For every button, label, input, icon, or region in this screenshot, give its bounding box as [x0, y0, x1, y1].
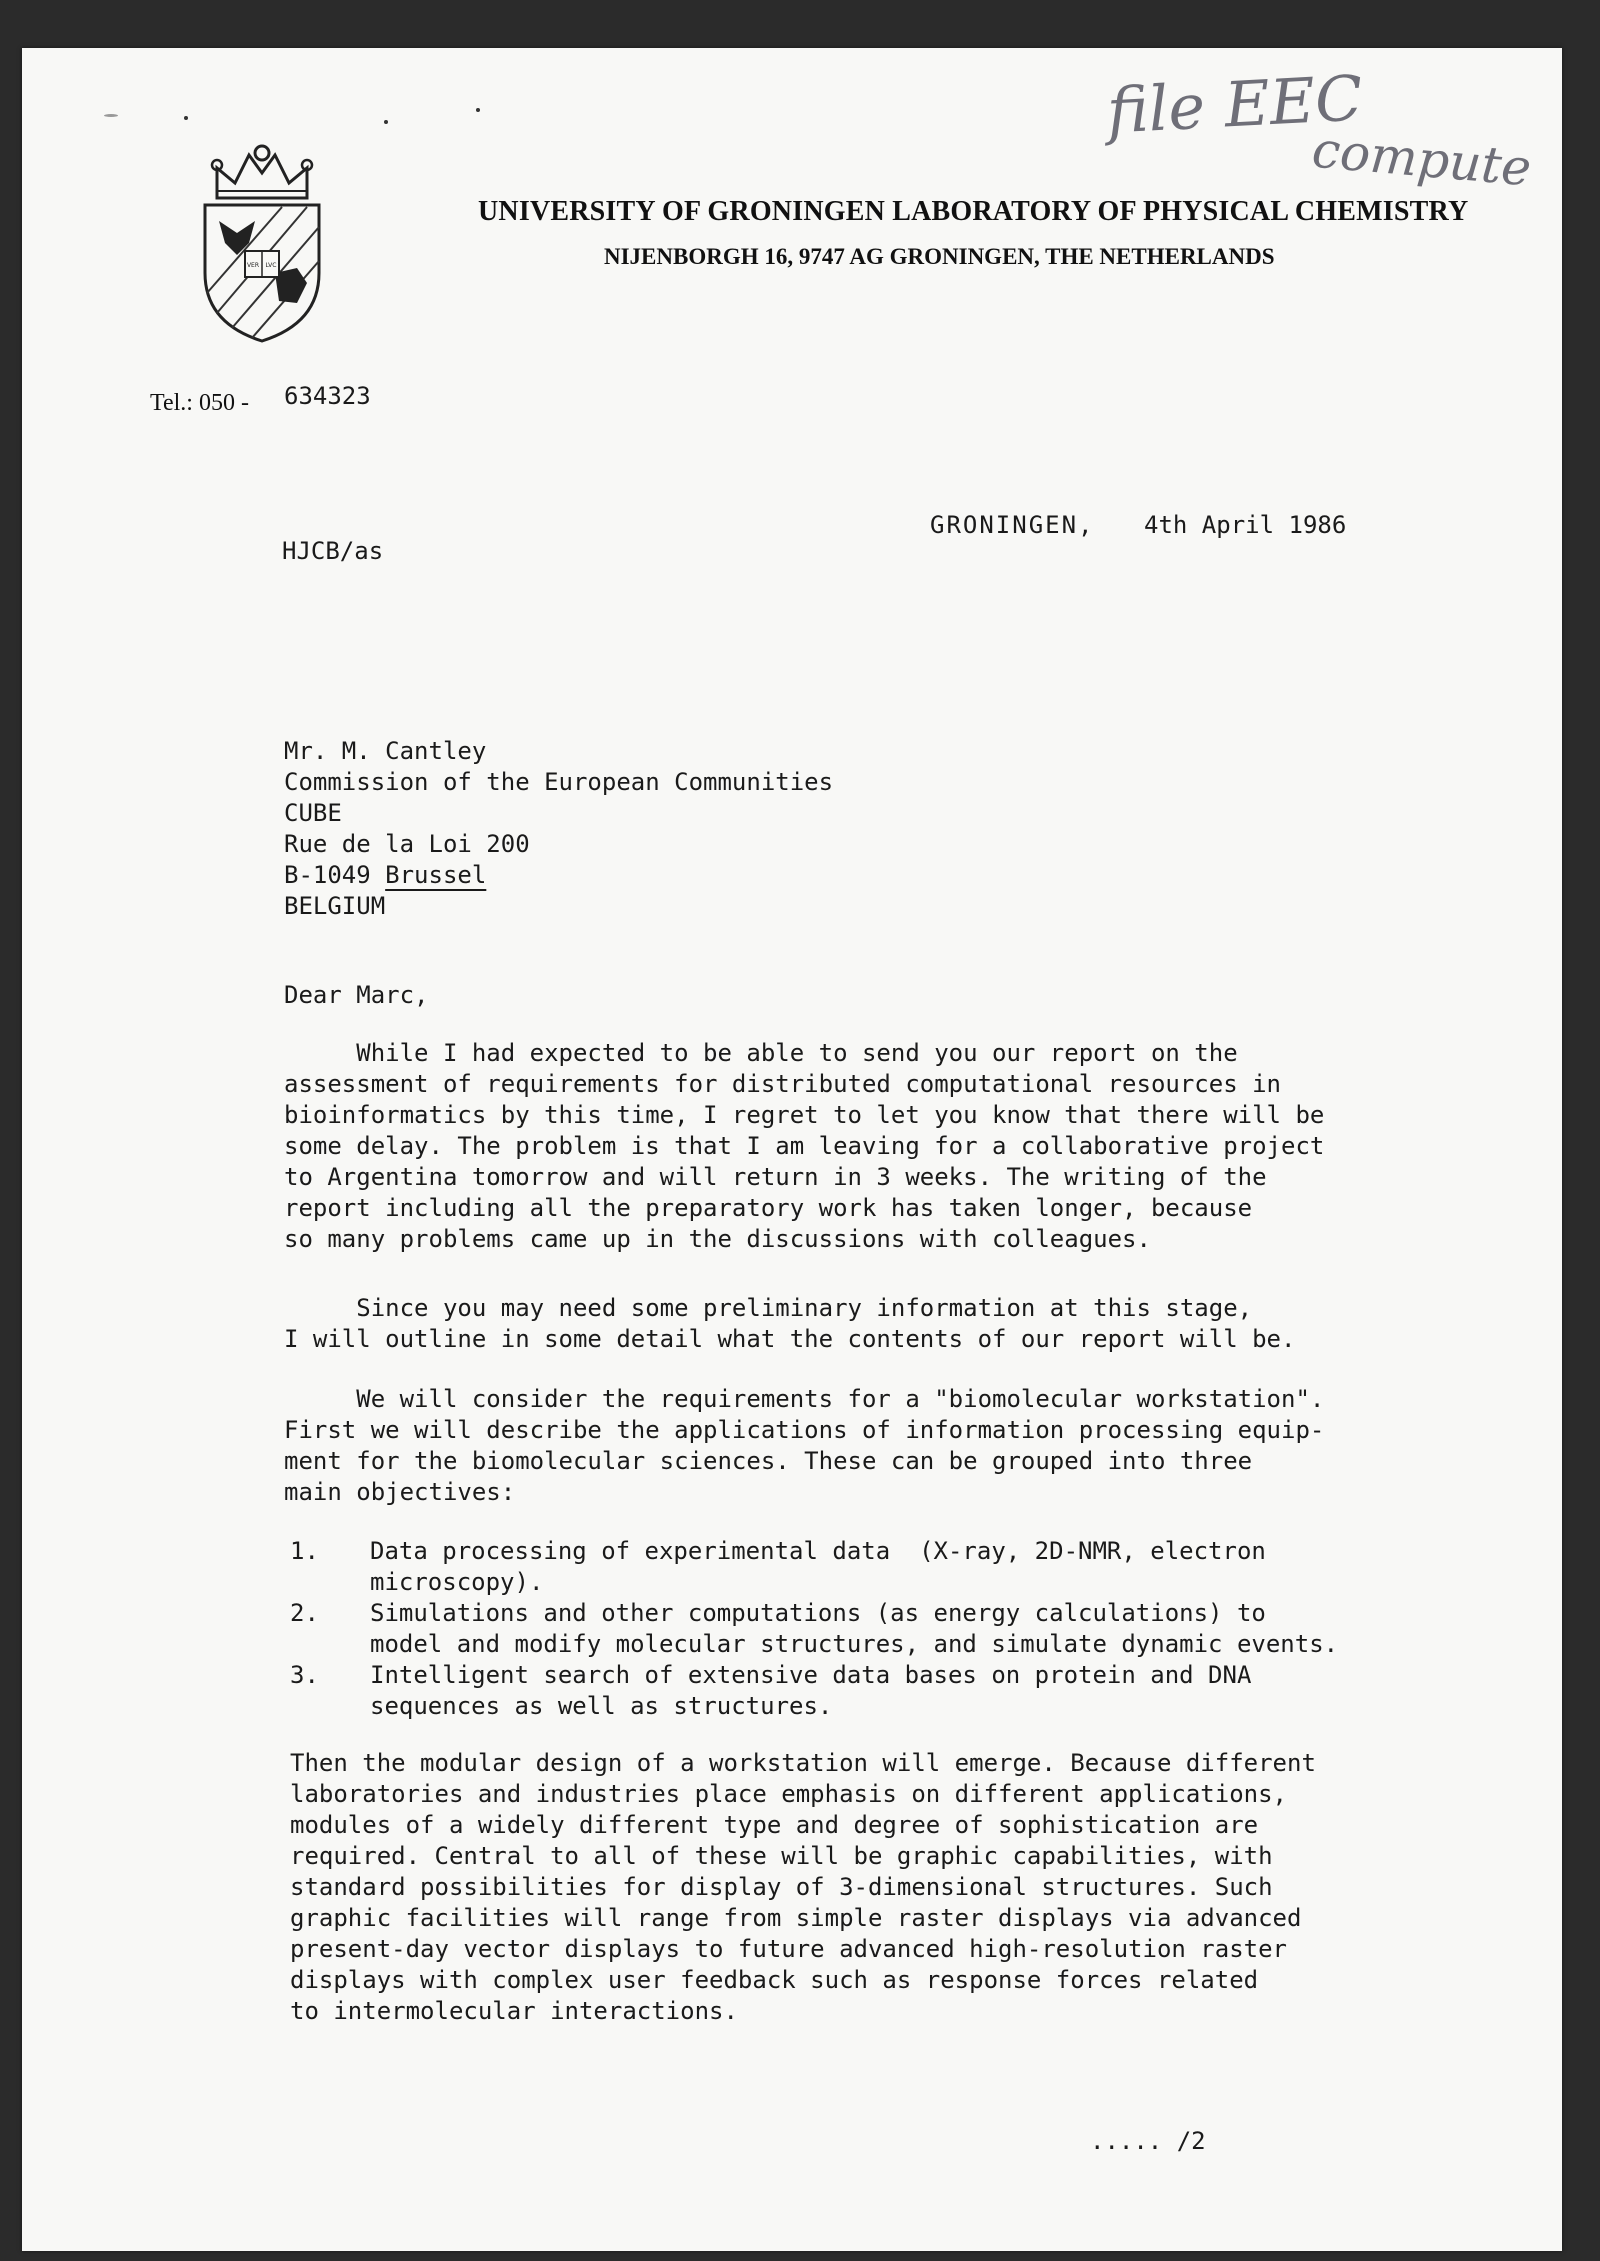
page-continuation-marker: ..... /2: [1090, 2127, 1206, 2155]
university-crest-icon: [197, 143, 327, 343]
recipient-postcode: B-1049: [284, 861, 371, 889]
recipient-address: [284, 736, 833, 922]
recipient-country: BELGIUM: [284, 892, 386, 920]
institution-name: UNIVERSITY OF GRONINGEN LABORATORY OF PHYSICAL CHEMISTRY: [478, 196, 1469, 227]
salutation: Dear Marc,: [284, 981, 429, 1009]
recipient-street: Rue de la Loi 200: [284, 830, 530, 858]
letter-page: [22, 48, 1562, 2251]
institution-address: NIJENBORGH 16, 9747 AG GRONINGEN, THE NETHERLANDS: [604, 244, 1275, 269]
recipient-city-line: [284, 860, 833, 891]
letter-place: GRONINGEN,: [930, 511, 1095, 539]
handwritten-note-line2: compute: [1309, 120, 1534, 198]
list-item: [290, 1598, 1338, 1660]
list-item-number: 3.: [290, 1661, 319, 1689]
stray-mark: [476, 108, 480, 112]
paragraph-1: While I had expected to be able to send you our report on the assessment of requirements for distributed computational resources in bioinformatics by this time, I regret to let you know that there will be some delay. The problem is that I am leaving for a collaborative project to Argentina tomorrow and will return in 3 weeks. The writing of the report including all the preparatory work has taken longer, because so many problems came up in the discussions with colleagues.: [284, 1039, 1325, 1253]
recipient-name: Mr. M. Cantley: [284, 737, 487, 765]
objectives-list: [290, 1536, 1338, 1722]
list-item: [290, 1536, 1338, 1598]
paragraph-2: Since you may need some preliminary information at this stage, I will outline in some detail what the contents of our report will be.: [284, 1294, 1296, 1353]
paragraph-4: Then the modular design of a workstation will emerge. Because different laboratories and industries place emphasis on different applications, modules of a widely different type and degree of sophistication are required. Central to all of these will be graphic capabilities, with standard possibilities for display of 3-dimensional structures. Such graphic facilities will range from simple raster displays via advanced present-day vector displays to future advanced high-resolution raster displays with complex user feedback such as response forces related to intermolecular interactions.: [290, 1749, 1316, 2025]
list-item-number: 1.: [290, 1537, 319, 1565]
telephone-number: 634323: [284, 382, 371, 410]
list-item-text: Simulations and other computations (as energy calculations) to model and modify molecular structures, and simulate dynamic events.: [370, 1599, 1339, 1658]
paragraph-3: We will consider the requirements for a "biomolecular workstation". First we will describe the applications of information processing equip- ment for the biomolecular sciences. These can be grouped into three main objectives:: [284, 1385, 1325, 1506]
recipient-city: Brussel: [385, 861, 487, 889]
recipient-department: CUBE: [284, 799, 342, 827]
list-item-text: Intelligent search of extensive data bases on protein and DNA sequences as well as structures.: [370, 1661, 1252, 1720]
list-item-text: Data processing of experimental data (X-ray, 2D-NMR, electron microscopy).: [370, 1537, 1266, 1596]
svg-text:LVC: LVC: [265, 262, 277, 269]
stray-mark: [384, 120, 388, 124]
stray-mark: [104, 114, 118, 117]
telephone-label: Tel.: 050 -: [150, 390, 249, 416]
stray-mark: [184, 116, 188, 120]
recipient-organization: Commission of the European Communities: [284, 768, 834, 796]
list-item-number: 2.: [290, 1599, 319, 1627]
list-item: [290, 1660, 1338, 1722]
svg-text:VER: VER: [246, 262, 260, 269]
handwritten-note-line1: file EEC: [1105, 61, 1365, 148]
letter-date: 4th April 1986: [1144, 511, 1347, 539]
reference-code: HJCB/as: [282, 537, 384, 565]
